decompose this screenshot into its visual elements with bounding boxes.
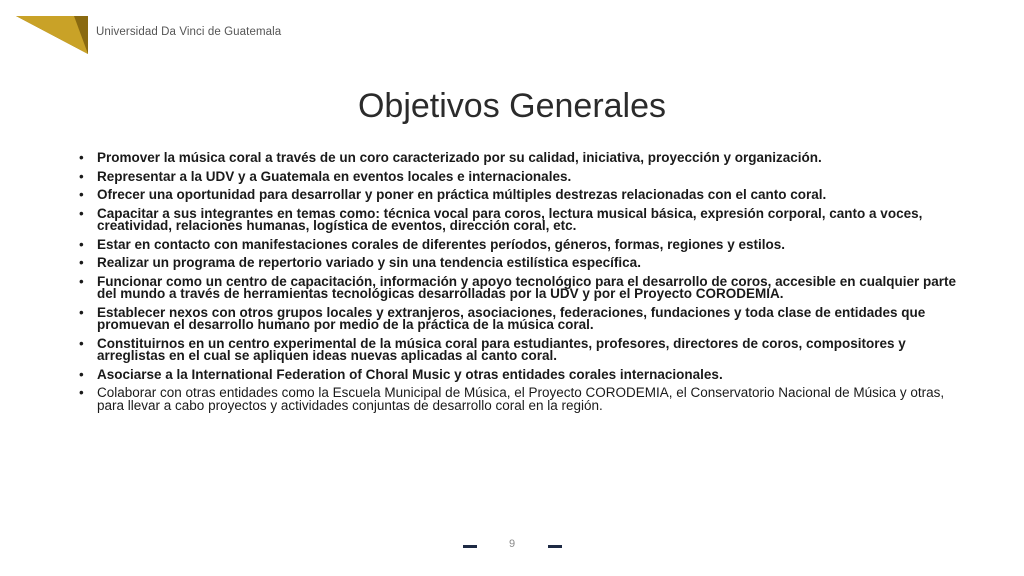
list-item-text: Capacitar a sus integrantes en temas como: técnica vocal para coros, lectura musical básica, expresión corporal, canto a voces, creatividad, relaciones humanas, logística de eventos, dirección coral, etc. (97, 205, 923, 233)
bullet-icon: • (79, 187, 84, 202)
bullet-icon: • (79, 304, 84, 320)
bullet-icon: • (79, 273, 84, 289)
bullet-icon: • (79, 366, 84, 382)
list-item (76, 366, 956, 382)
bullet-icon: • (79, 236, 84, 252)
list-item (76, 168, 956, 184)
list-item-text: Establecer nexos con otros grupos locales y extranjeros, asociaciones, federaciones, fundaciones y toda clase de entidades que promuevan el desarrollo humano por medio de la práctica de la música coral. (97, 304, 926, 332)
list-item-text: Ofrecer una oportunidad para desarrollar y poner en práctica múltiples destrezas relacionadas con el canto coral. (97, 187, 827, 202)
bullet-icon: • (79, 335, 84, 351)
list-item (76, 335, 956, 363)
list-item-text: Realizar un programa de repertorio variado y sin una tendencia estilística específica. (97, 255, 641, 270)
list-item (76, 273, 956, 301)
objectives-list (76, 152, 956, 418)
bullet-icon: • (79, 150, 84, 165)
university-logo (16, 16, 88, 54)
bullet-icon: • (79, 385, 84, 400)
bullet-icon: • (79, 255, 84, 270)
list-item (76, 189, 956, 202)
university-name: Universidad Da Vinci de Guatemala (96, 26, 282, 38)
list-item-text: Colaborar con otras entidades como la Escuela Municipal de Música, el Proyecto CORODEMIA, el Conservatorio Nacional de Música y otras, para llevar a cabo proyectos y actividades conjuntas de desarrollo coral en la región. (97, 385, 945, 413)
list-item (76, 152, 956, 165)
bullet-icon: • (79, 168, 84, 184)
page-number: 9 (508, 538, 516, 550)
list-item (76, 304, 956, 332)
list-item-text: Funcionar como un centro de capacitación, información y apoyo tecnológico para el desarrollo de coros, accesible en cualquier parte del mundo a través de herramientas tecnológicas desarrolladas por la UDV y por el Proyecto CORODEMIA. (97, 273, 956, 301)
slide-title: Objetivos Generales (357, 86, 667, 125)
list-item-text: Asociarse a la International Federation of Choral Music y otras entidades corales internacionales. (97, 366, 723, 382)
footer-bar-left (463, 545, 477, 548)
list-item (76, 257, 956, 270)
list-item-text: Estar en contacto con manifestaciones corales de diferentes períodos, géneros, formas, regiones y estilos. (97, 236, 785, 252)
list-item (76, 387, 956, 412)
list-item-text: Promover la música coral a través de un coro caracterizado por su calidad, iniciativa, proyección y organización. (97, 150, 822, 165)
footer-bar-right (548, 545, 562, 548)
list-item-text: Constituirnos en un centro experimental de la música coral para estudiantes, profesores, directores de coros, compositores y arreglistas en el cual se apliquen ideas nuevas aplicadas al canto coral. (97, 335, 906, 363)
bullet-icon: • (79, 205, 84, 221)
list-item (76, 236, 956, 252)
list-item (76, 205, 956, 233)
list-item-text: Representar a la UDV y a Guatemala en eventos locales e internacionales. (97, 168, 572, 184)
